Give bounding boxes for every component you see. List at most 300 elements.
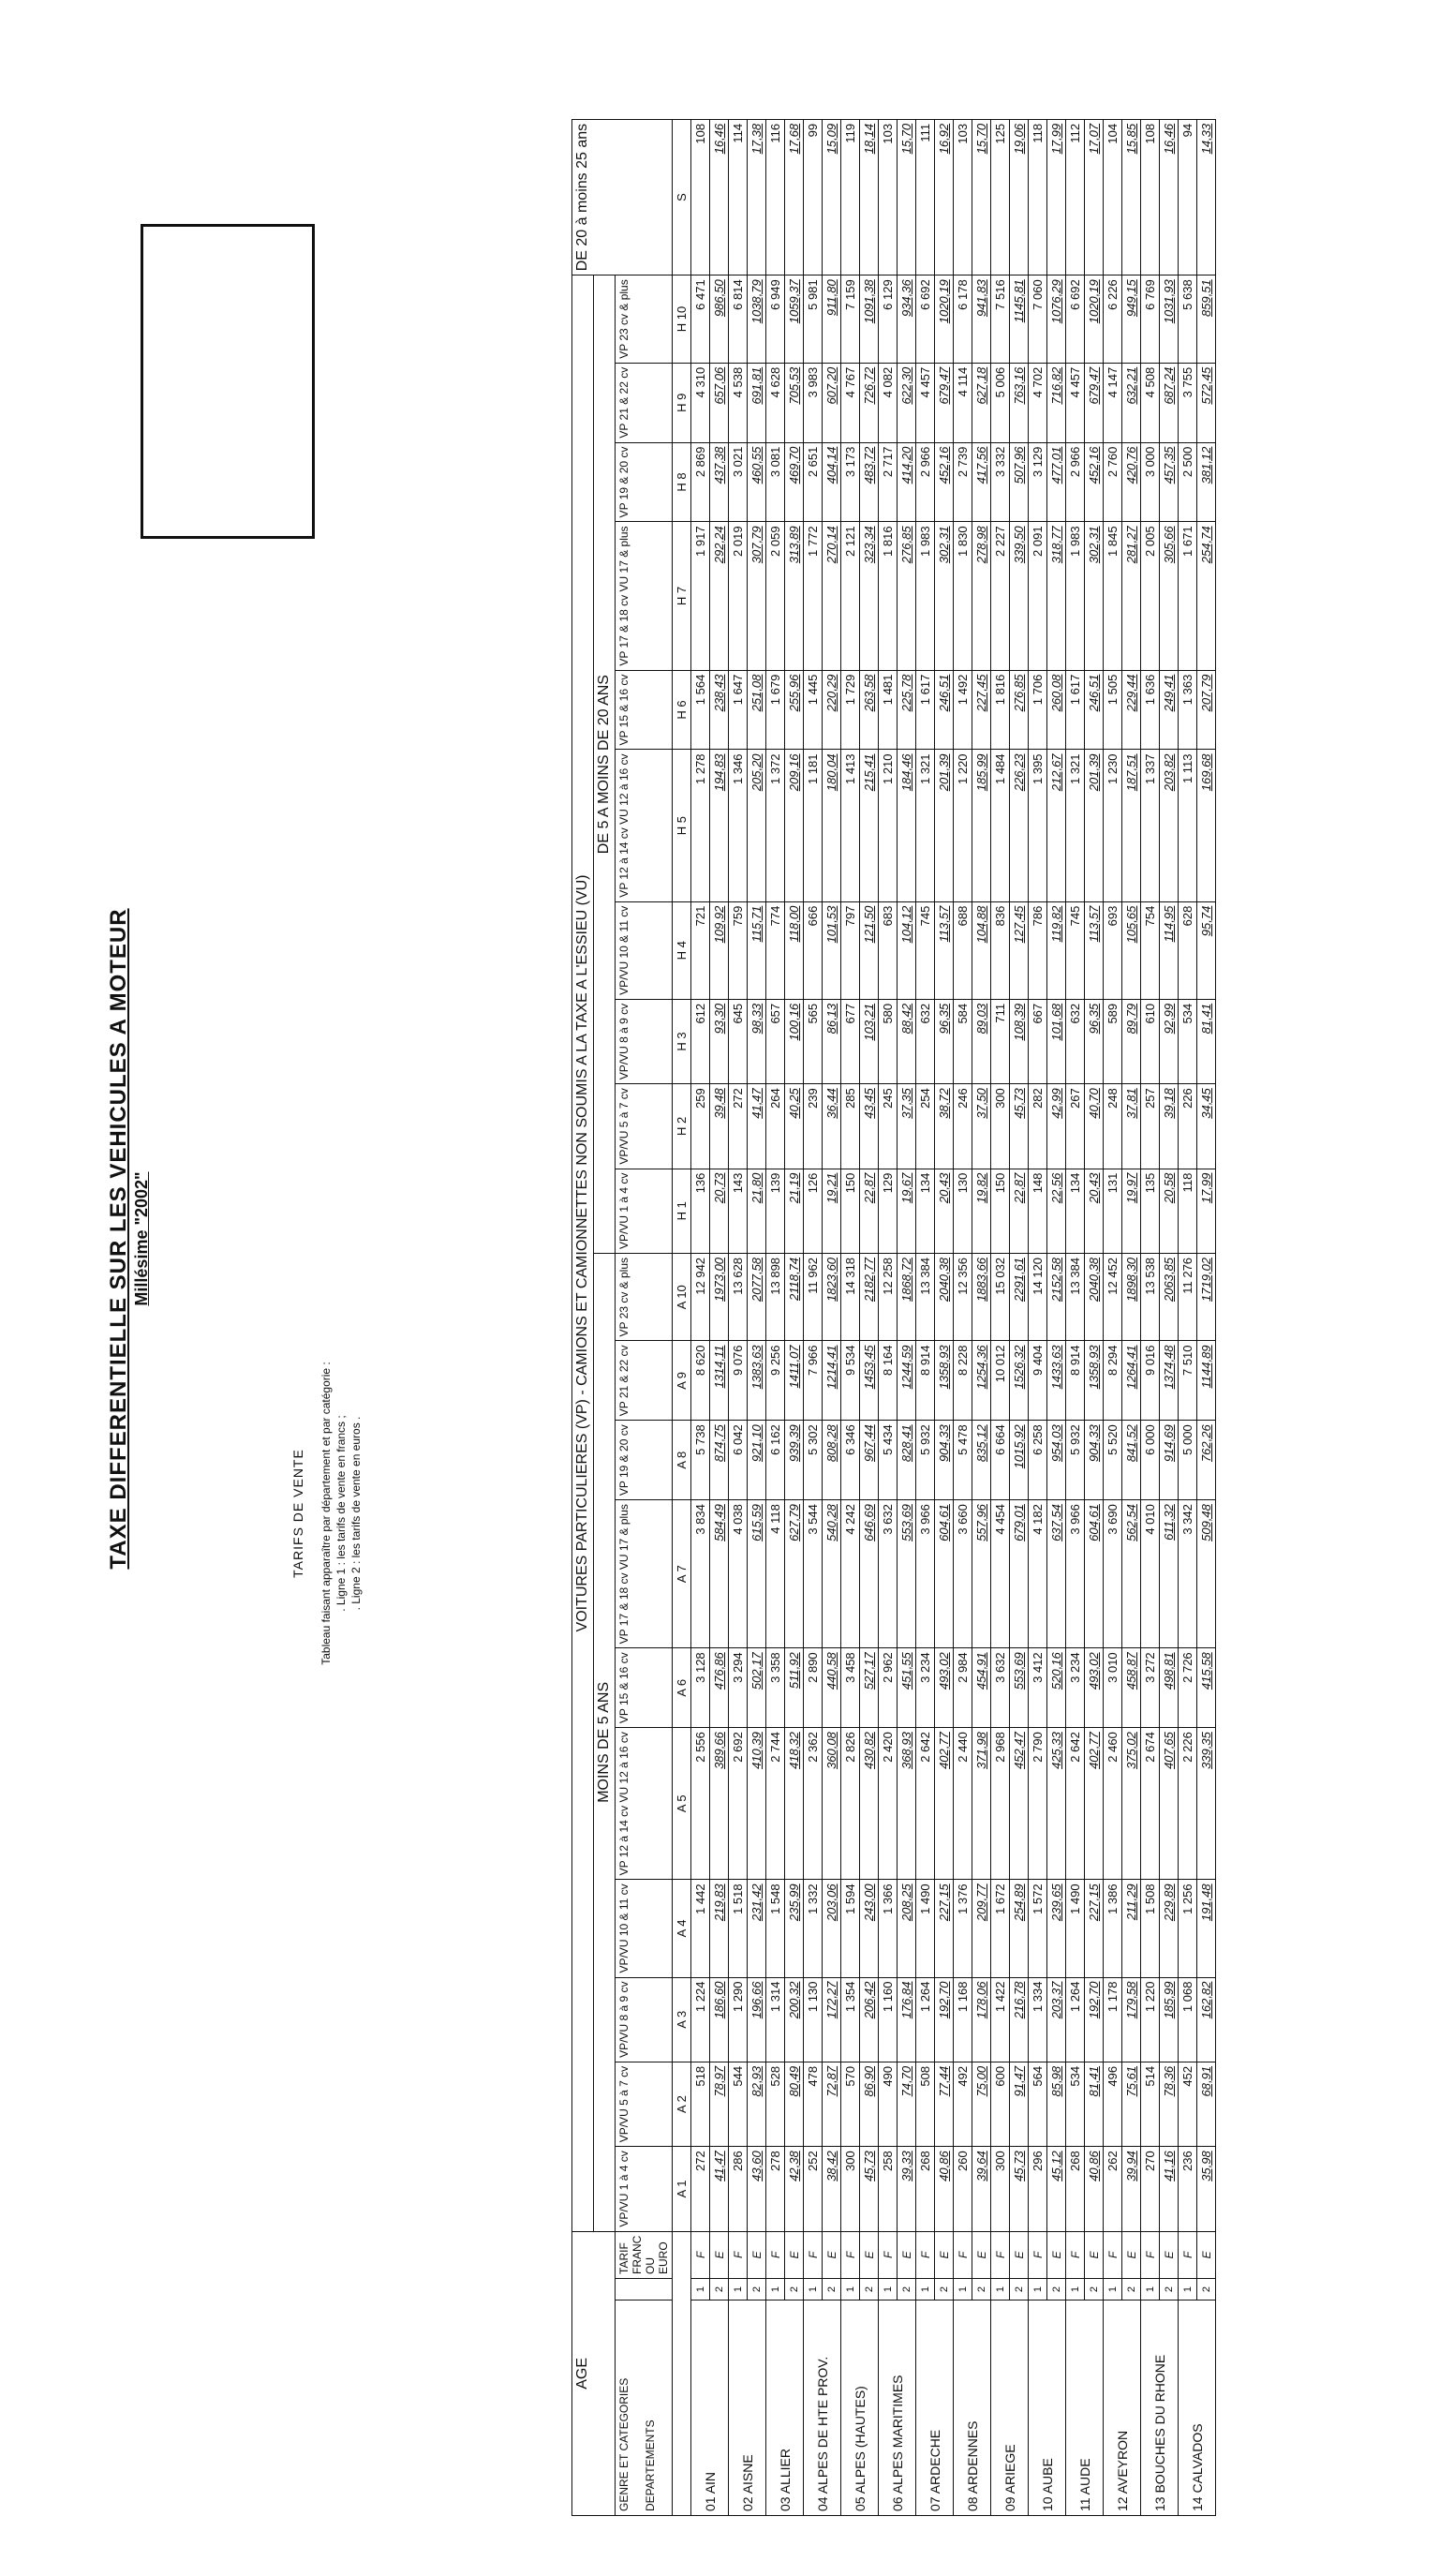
category-code: A 1: [673, 2147, 691, 2231]
franc-cell: 118: [1029, 119, 1047, 275]
euro-cell: 19,67: [898, 1169, 916, 1253]
franc-cell: 6 129: [879, 275, 898, 364]
category-header: VP/VU 5 à 7 cv: [616, 2062, 673, 2146]
franc-cell: 10 012: [991, 1341, 1010, 1421]
franc-cell: 4 310: [691, 363, 710, 442]
franc-cell: 478: [804, 2062, 823, 2146]
franc-cell: 2 005: [1141, 522, 1160, 670]
franc-cell: 12 356: [954, 1253, 972, 1341]
euro-cell: 454,91: [972, 1648, 991, 1728]
euro-cell: 227,15: [935, 1880, 954, 1977]
department-name: 13 BOUCHES DU RHONE: [1141, 2301, 1179, 2516]
category-code: S: [673, 119, 691, 275]
euro-cell: 360,08: [823, 1728, 841, 1880]
document-title: TAXE DIFFERENTIELLE SUR LES VEHICULES A MOTEUR: [106, 908, 131, 1570]
euro-cell: 15,70: [898, 119, 916, 275]
franc-cell: 13 628: [729, 1253, 748, 1341]
euro-cell: 19,97: [1122, 1169, 1141, 1253]
franc-cell: 126: [804, 1169, 823, 1253]
euro-cell: 404,14: [823, 442, 841, 522]
euro-cell: 418,32: [785, 1728, 804, 1880]
euro-cell: 1898,30: [1122, 1253, 1141, 1341]
franc-cell: 1 647: [729, 670, 748, 750]
franc-cell: 3 966: [1066, 1500, 1085, 1648]
line-number: 2: [1122, 2279, 1141, 2301]
franc-cell: 5 478: [954, 1421, 972, 1500]
franc-cell: 2 019: [729, 522, 748, 670]
franc-cell: 4 118: [766, 1500, 785, 1648]
franc-cell: 6 769: [1141, 275, 1160, 364]
tarif-franc: F: [1179, 2231, 1197, 2278]
euro-cell: 410,39: [748, 1728, 766, 1880]
franc-cell: 1 572: [1029, 1880, 1047, 1977]
euro-cell: 39,33: [898, 2147, 916, 2231]
euro-cell: 35,98: [1197, 2147, 1216, 2231]
franc-cell: 1 363: [1179, 670, 1197, 750]
table-row: [841, 119, 860, 2515]
euro-cell: 113,57: [1085, 901, 1104, 999]
department-name: 11 AUDE: [1066, 2301, 1104, 2516]
category-code: A 6: [673, 1648, 691, 1728]
euro-cell: 1144,89: [1197, 1341, 1216, 1421]
euro-cell: 211,29: [1122, 1880, 1141, 1977]
franc-cell: 9 076: [729, 1341, 748, 1421]
euro-cell: 763,16: [1010, 363, 1029, 442]
tarif-franc: F: [766, 2231, 785, 2278]
euro-cell: 42,99: [1047, 1084, 1066, 1169]
line-number: 1: [729, 2279, 748, 2301]
franc-cell: 150: [991, 1169, 1010, 1253]
franc-cell: 1 376: [954, 1880, 972, 1977]
franc-cell: 7 966: [804, 1341, 823, 1421]
franc-cell: 143: [729, 1169, 748, 1253]
franc-cell: 2 744: [766, 1728, 785, 1880]
department-name: 01 AIN: [691, 2301, 729, 2516]
franc-cell: 5 932: [1066, 1421, 1085, 1500]
line-number: 1: [1179, 2279, 1197, 2301]
euro-cell: 607,20: [823, 363, 841, 442]
tarifs-heading: TARIFS DE VENTE: [290, 1449, 305, 1578]
euro-cell: 42,38: [785, 2147, 804, 2231]
franc-cell: 1 917: [691, 522, 710, 670]
table-row: [1104, 119, 1122, 2515]
euro-cell: 40,86: [935, 2147, 954, 2231]
euro-cell: 1264,41: [1122, 1341, 1141, 1421]
franc-cell: 119: [841, 119, 860, 275]
euro-cell: 43,45: [860, 1084, 879, 1169]
franc-cell: 721: [691, 901, 710, 999]
franc-cell: 1 492: [954, 670, 972, 750]
euro-cell: 196,66: [748, 1977, 766, 2062]
euro-cell: 86,90: [860, 2062, 879, 2146]
euro-cell: 493,02: [935, 1648, 954, 1728]
franc-cell: 1 220: [954, 750, 972, 901]
euro-cell: 34,45: [1197, 1084, 1216, 1169]
franc-cell: 9 016: [1141, 1341, 1160, 1421]
category-code: H 2: [673, 1084, 691, 1169]
euro-cell: 371,98: [972, 1728, 991, 1880]
euro-cell: 622,30: [898, 363, 916, 442]
category-header: VP 12 à 14 cv VU 12 à 16 cv: [616, 750, 673, 901]
franc-cell: 534: [1066, 2062, 1085, 2146]
franc-cell: 3 128: [691, 1648, 710, 1728]
euro-cell: 81,41: [1197, 999, 1216, 1083]
euro-cell: 96,35: [935, 999, 954, 1083]
department-name: 14 CALVADOS: [1179, 2301, 1216, 2516]
tarif-franc: F: [916, 2231, 935, 2278]
franc-cell: 129: [879, 1169, 898, 1253]
euro-cell: 179,58: [1122, 1977, 1141, 2062]
franc-cell: 3 129: [1029, 442, 1047, 522]
category-header: VP 12 à 14 cv VU 12 à 16 cv: [616, 1728, 673, 1880]
franc-cell: 584: [954, 999, 972, 1083]
category-code: H 7: [673, 522, 691, 670]
euro-cell: 260,08: [1047, 670, 1066, 750]
franc-cell: 4 454: [991, 1500, 1010, 1648]
franc-cell: 3 342: [1179, 1500, 1197, 1648]
franc-cell: 564: [1029, 2062, 1047, 2146]
euro-cell: 679,01: [1010, 1500, 1029, 1648]
tarif-header: TARIF FRANC OU EURO: [616, 2231, 673, 2278]
line-number: 2: [860, 2279, 879, 2301]
franc-cell: 1 113: [1179, 750, 1197, 901]
department-name: 07 ARDECHE: [916, 2301, 954, 2516]
franc-cell: 3 272: [1141, 1648, 1160, 1728]
table-row: [804, 119, 823, 2515]
euro-cell: 318,77: [1047, 522, 1066, 670]
franc-cell: 5 738: [691, 1421, 710, 1500]
franc-cell: 666: [804, 901, 823, 999]
franc-cell: 1 679: [766, 670, 785, 750]
department-name: 02 AISNE: [729, 2301, 766, 2516]
franc-cell: 1 230: [1104, 750, 1122, 901]
table-row: [1179, 119, 1197, 2515]
euro-cell: 859,51: [1197, 275, 1216, 364]
euro-cell: 420,76: [1122, 442, 1141, 522]
euro-cell: 679,47: [935, 363, 954, 442]
franc-cell: 1 508: [1141, 1880, 1160, 1977]
euro-cell: 527,17: [860, 1648, 879, 1728]
franc-cell: 1 256: [1179, 1880, 1197, 1977]
franc-cell: 667: [1029, 999, 1047, 1083]
euro-cell: 835,12: [972, 1421, 991, 1500]
franc-cell: 1 210: [879, 750, 898, 901]
franc-cell: 5 520: [1104, 1421, 1122, 1500]
euro-cell: 1244,59: [898, 1341, 916, 1421]
franc-cell: 3 632: [991, 1648, 1010, 1728]
euro-cell: 246,51: [1085, 670, 1104, 750]
euro-cell: 604,61: [1085, 1500, 1104, 1648]
tarif-franc: F: [804, 2231, 823, 2278]
franc-cell: 518: [691, 2062, 710, 2146]
franc-cell: 6 664: [991, 1421, 1010, 1500]
euro-cell: 187,51: [1122, 750, 1141, 901]
franc-cell: 11 962: [804, 1253, 823, 1341]
euro-cell: 92,99: [1160, 999, 1179, 1083]
franc-cell: 1 372: [766, 750, 785, 901]
category-code: A 7: [673, 1500, 691, 1648]
euro-cell: 20,73: [710, 1169, 729, 1253]
euro-cell: 1973,00: [710, 1253, 729, 1341]
euro-cell: 20,43: [935, 1169, 954, 1253]
line-number: 1: [1141, 2279, 1160, 2301]
euro-cell: 1031,93: [1160, 275, 1179, 364]
euro-cell: 493,02: [1085, 1648, 1104, 1728]
euro-cell: 249,41: [1160, 670, 1179, 750]
euro-cell: 229,44: [1122, 670, 1141, 750]
category-code: H 1: [673, 1169, 691, 1253]
franc-cell: 3 010: [1104, 1648, 1122, 1728]
franc-cell: 118: [1179, 1169, 1197, 1253]
franc-cell: 2 500: [1179, 442, 1197, 522]
euro-cell: 1374,48: [1160, 1341, 1179, 1421]
euro-cell: 402,77: [1085, 1728, 1104, 1880]
line-number: 1: [804, 2279, 823, 2301]
department-name: 08 ARDENNES: [954, 2301, 991, 2516]
category-code: A 3: [673, 1977, 691, 2062]
table-row: [1010, 119, 1029, 2515]
line-number: 1: [916, 2279, 935, 2301]
euro-cell: 100,16: [785, 999, 804, 1083]
line-number: 2: [748, 2279, 766, 2301]
euro-cell: 1526,32: [1010, 1341, 1029, 1421]
franc-cell: 2 826: [841, 1728, 860, 1880]
franc-cell: 3 000: [1141, 442, 1160, 522]
franc-cell: 2 091: [1029, 522, 1047, 670]
franc-cell: 4 182: [1029, 1500, 1047, 1648]
tarif-euro: E: [748, 2231, 766, 2278]
category-header: VP 15 & 16 cv: [616, 670, 673, 750]
franc-cell: 13 384: [916, 1253, 935, 1341]
euro-cell: 270,14: [823, 522, 841, 670]
euro-cell: 339,35: [1197, 1728, 1216, 1880]
franc-cell: 1 181: [804, 750, 823, 901]
franc-cell: 116: [766, 119, 785, 275]
franc-cell: 1 706: [1029, 670, 1047, 750]
category-header: VP 17 & 18 cv VU 17 & plus: [616, 522, 673, 670]
table-row: [729, 119, 748, 2515]
franc-cell: 1 337: [1141, 750, 1160, 901]
franc-cell: 282: [1029, 1084, 1047, 1169]
tarif-euro: E: [1122, 2231, 1141, 2278]
franc-cell: 490: [879, 2062, 898, 2146]
franc-cell: 236: [1179, 2147, 1197, 2231]
franc-cell: 130: [954, 1169, 972, 1253]
euro-cell: 276,85: [1010, 670, 1029, 750]
franc-cell: 1 321: [916, 750, 935, 901]
euro-cell: 1059,37: [785, 275, 804, 364]
franc-cell: 6 471: [691, 275, 710, 364]
euro-cell: 1453,45: [860, 1341, 879, 1421]
franc-cell: 1 278: [691, 750, 710, 901]
euro-cell: 572,45: [1197, 363, 1216, 442]
euro-cell: 40,25: [785, 1084, 804, 1169]
franc-cell: 4 242: [841, 1500, 860, 1648]
franc-cell: 2 962: [879, 1648, 898, 1728]
franc-cell: 1 816: [991, 670, 1010, 750]
euro-cell: 646,69: [860, 1500, 879, 1648]
franc-cell: 632: [916, 999, 935, 1083]
franc-cell: 267: [1066, 1084, 1085, 1169]
franc-cell: 4 508: [1141, 363, 1160, 442]
franc-cell: 528: [766, 2062, 785, 2146]
franc-cell: 2 362: [804, 1728, 823, 1880]
franc-cell: 1 671: [1179, 522, 1197, 670]
tarif-franc: F: [1141, 2231, 1160, 2278]
euro-cell: 38,72: [935, 1084, 954, 1169]
department-name: 12 AVEYRON: [1104, 2301, 1141, 2516]
franc-cell: 2 642: [916, 1728, 935, 1880]
euro-cell: 1076,29: [1047, 275, 1066, 364]
franc-cell: 1 224: [691, 1977, 710, 2062]
euro-cell: 101,68: [1047, 999, 1066, 1083]
franc-cell: 7 159: [841, 275, 860, 364]
euro-cell: 305,66: [1160, 522, 1179, 670]
franc-cell: 4 628: [766, 363, 785, 442]
franc-cell: 688: [954, 901, 972, 999]
franc-cell: 254: [916, 1084, 935, 1169]
franc-cell: 8 294: [1104, 1341, 1122, 1421]
franc-cell: 6 814: [729, 275, 748, 364]
euro-cell: 2118,74: [785, 1253, 804, 1341]
euro-cell: 502,17: [748, 1648, 766, 1728]
franc-cell: 300: [991, 2147, 1010, 2231]
category-code: A 10: [673, 1253, 691, 1341]
euro-cell: 41,16: [1160, 2147, 1179, 2231]
franc-cell: 8 914: [916, 1341, 935, 1421]
euro-cell: 911,80: [823, 275, 841, 364]
franc-cell: 1 178: [1104, 1977, 1122, 2062]
table-row: [954, 119, 972, 2515]
line-number: 2: [1197, 2279, 1216, 2301]
euro-cell: 89,03: [972, 999, 991, 1083]
franc-cell: 1 490: [1066, 1880, 1085, 1977]
tarif-franc: F: [1066, 2231, 1085, 2278]
euro-cell: 98,33: [748, 999, 766, 1083]
franc-cell: 268: [916, 2147, 935, 2231]
department-name: 03 ALLIER: [766, 2301, 804, 2516]
franc-cell: 4 114: [954, 363, 972, 442]
euro-cell: 632,21: [1122, 363, 1141, 442]
euro-cell: 109,92: [710, 901, 729, 999]
euro-cell: 176,84: [898, 1977, 916, 2062]
franc-cell: 13 898: [766, 1253, 785, 1341]
tarif-euro: E: [1047, 2231, 1066, 2278]
legend-note: [319, 960, 364, 2066]
euro-cell: 904,33: [1085, 1421, 1104, 1500]
franc-cell: 14 120: [1029, 1253, 1047, 1341]
franc-cell: 3 458: [841, 1648, 860, 1728]
euro-cell: 808,28: [823, 1421, 841, 1500]
euro-cell: 637,54: [1047, 1500, 1066, 1648]
euro-cell: 292,24: [710, 522, 729, 670]
tarif-euro: E: [1010, 2231, 1029, 2278]
euro-cell: 91,47: [1010, 2062, 1029, 2146]
euro-cell: 81,41: [1085, 2062, 1104, 2146]
euro-cell: 39,48: [710, 1084, 729, 1169]
euro-cell: 691,81: [748, 363, 766, 442]
category-header: VP 15 & 16 cv: [616, 1648, 673, 1728]
category-code: A 8: [673, 1421, 691, 1500]
franc-cell: 135: [1141, 1169, 1160, 1253]
euro-cell: 216,78: [1010, 1977, 1029, 2062]
euro-cell: 104,88: [972, 901, 991, 999]
euro-cell: 1823,60: [823, 1253, 841, 1341]
franc-cell: 693: [1104, 901, 1122, 999]
category-code: A 2: [673, 2062, 691, 2146]
franc-cell: 4 767: [841, 363, 860, 442]
category-code: H 8: [673, 442, 691, 522]
euro-cell: 229,89: [1160, 1880, 1179, 1977]
franc-cell: 1 484: [991, 750, 1010, 901]
line-number: 2: [935, 2279, 954, 2301]
euro-cell: 457,35: [1160, 442, 1179, 522]
table-row: [879, 119, 898, 2515]
euro-cell: 323,34: [860, 522, 879, 670]
franc-cell: 12 452: [1104, 1253, 1122, 1341]
franc-cell: 264: [766, 1084, 785, 1169]
franc-cell: 1 772: [804, 522, 823, 670]
franc-cell: 7 510: [1179, 1341, 1197, 1421]
euro-cell: 415,58: [1197, 1648, 1216, 1728]
euro-cell: 553,69: [1010, 1648, 1029, 1728]
euro-cell: 498,81: [1160, 1648, 1179, 1728]
euro-cell: 17,38: [748, 119, 766, 275]
franc-cell: 1 264: [916, 1977, 935, 2062]
euro-cell: 86,13: [823, 999, 841, 1083]
franc-cell: 2 226: [1179, 1728, 1197, 1880]
euro-cell: 85,98: [1047, 2062, 1066, 2146]
category-header: VP 23 cv & plus: [616, 275, 673, 364]
franc-cell: 6 000: [1141, 1421, 1160, 1500]
euro-cell: 14,33: [1197, 119, 1216, 275]
franc-cell: 5 932: [916, 1421, 935, 1500]
euro-cell: 986,50: [710, 275, 729, 364]
euro-cell: 127,45: [1010, 901, 1029, 999]
franc-cell: 4 457: [916, 363, 935, 442]
franc-cell: 8 620: [691, 1341, 710, 1421]
euro-cell: 1883,66: [972, 1253, 991, 1341]
franc-cell: 2 739: [954, 442, 972, 522]
euro-cell: 15,70: [972, 119, 991, 275]
category-header: VP 21 & 22 cv: [616, 363, 673, 442]
euro-cell: 469,70: [785, 442, 804, 522]
line-number: 1: [841, 2279, 860, 2301]
euro-cell: 615,59: [748, 1500, 766, 1648]
franc-cell: 6 042: [729, 1421, 748, 1500]
franc-cell: 1 445: [804, 670, 823, 750]
euro-cell: 430,82: [860, 1728, 879, 1880]
euro-cell: 96,35: [1085, 999, 1104, 1083]
department-name: 04 ALPES DE HTE PROV.: [804, 2301, 841, 2516]
franc-cell: 134: [916, 1169, 935, 1253]
franc-cell: 278: [766, 2147, 785, 2231]
euro-cell: 460,55: [748, 442, 766, 522]
euro-cell: 1314,11: [710, 1341, 729, 1421]
euro-cell: 226,23: [1010, 750, 1029, 901]
tarif-franc: F: [879, 2231, 898, 2278]
euro-cell: 194,83: [710, 750, 729, 901]
franc-cell: 2 726: [1179, 1648, 1197, 1728]
line-number: 2: [1047, 2279, 1066, 2301]
euro-cell: 186,60: [710, 1977, 729, 2062]
franc-cell: 239: [804, 1084, 823, 1169]
euro-cell: 627,18: [972, 363, 991, 442]
line-number: 2: [823, 2279, 841, 2301]
euro-cell: 45,73: [860, 2147, 879, 2231]
franc-cell: 3 966: [916, 1500, 935, 1648]
euro-cell: 21,19: [785, 1169, 804, 1253]
